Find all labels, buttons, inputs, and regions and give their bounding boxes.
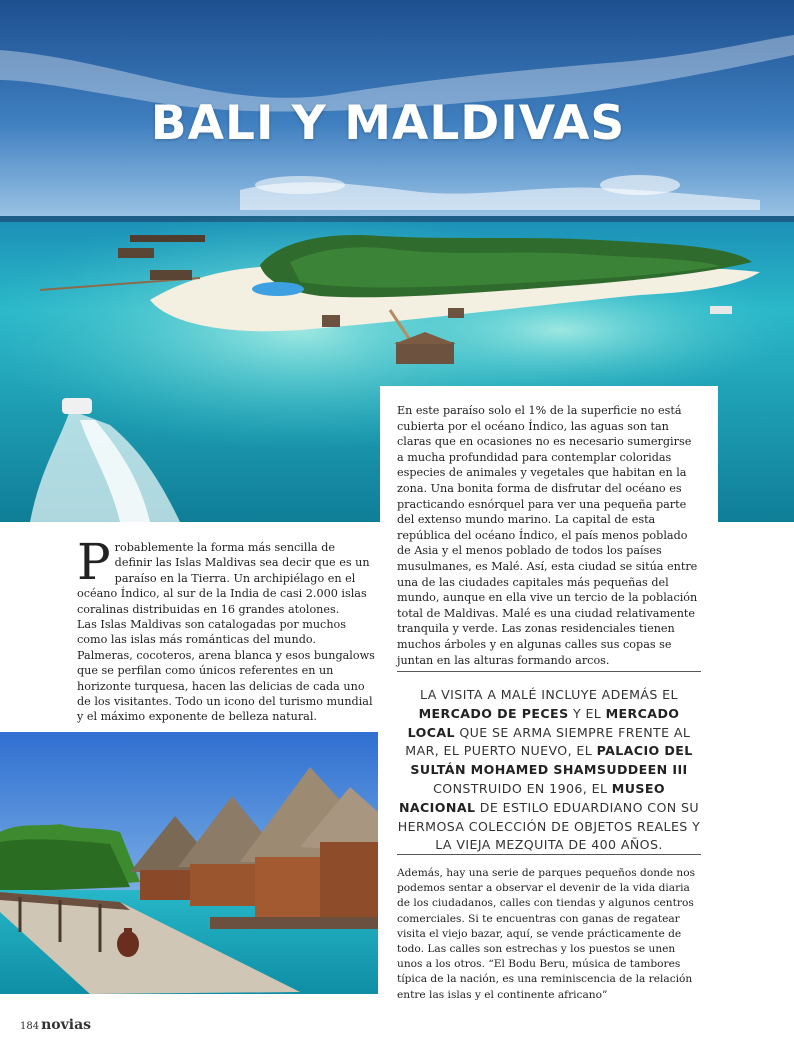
intro-paragraph: En este paraíso solo el 1% de la superficie no está cubierta por el océano Índico, las aguas son tan claras que en ocasiones no es necesario sumergirse a mucha profundidad para contemplar coloridas especies de animales y vegetales que habitan en la zona. Una bonita forma de disfrutar del océano es practicando esnórquel para ver una pequeña parte del extenso mundo marino. La capital de esta república del océano Índico, el país menos poblado de Asia y el menos poblado de todos los países musulmanes, es Malé. Así, esta ciudad se sitúa entre una de las ciudades capitales más pequeñas del mundo, aunque en ella vive un tercio de la población total de Maldivas. Malé es una ciudad relativamente tranquila y verde. Las zonas residenciales tienen muchos árboles y en algunas calles sus copas se juntan en las alturas formando arcos. <box>397 404 698 667</box>
quote-text-1: LA VISITA A MALÉ INCLUYE ADEMÁS EL <box>420 687 678 702</box>
left-column <box>77 533 375 725</box>
quote-text-3: QUE SE ARMA SIEMPRE FRENTE AL MAR, EL PUERTO NUEVO, EL <box>405 724 691 759</box>
quote-bold-1: MERCADO DE PECES <box>418 705 569 721</box>
quote-bold-4: MUSEO NACIONAL <box>398 780 665 815</box>
pull-quote <box>397 686 701 855</box>
quote-bottom-rule <box>397 854 701 855</box>
magazine-brand: novias <box>41 1017 92 1033</box>
quote-bold-3: PALACIO DEL SULTÁN MOHAMED SHAMSUDDEEN III <box>410 743 693 778</box>
page-number: 184 <box>20 1021 40 1032</box>
quote-text-2: Y EL <box>568 705 606 721</box>
bungalow-photo <box>0 732 378 994</box>
article-title: BALI Y MALDIVAS <box>150 96 626 151</box>
page-footer <box>20 1014 91 1033</box>
closing-paragraph: Además, hay una serie de parques pequeños donde nos podemos sentar a observar el devenir de la vida diaria de los ciudadanos, calles con tiendas y algunos centros comerciales. Si te encuentras con ganas de regatear visita el viejo bazar, aquí, se vende prácticamente de todo. Las calles son estrechas y los puestos se unen unos a los otros. “El Bodu Beru, música de tambores típica de la nación, es una reminiscencia de la relación entre las islas y el continente africano” <box>397 867 696 1001</box>
quote-text-4: CONSTRUIDO EN 1906, EL <box>433 780 612 796</box>
drop-cap: P <box>77 533 111 591</box>
quote-text-5: DE ESTILO EDUARDIANO CON SU HERMOSA COLECCIÓN DE OBJETOS REALES Y LA VIEJA MEZQUITA DE 400 AÑOS. <box>397 799 701 853</box>
quote-bold-2: MERCADO LOCAL <box>407 705 680 740</box>
quote-top-rule <box>397 671 701 672</box>
left-paragraph-2: Las Islas Maldivas son catalogadas por muchos como las islas más románticas del mundo. Palmeras, cocoteros, arena blanca y esos bungalows que se perfilan como únicos referentes en un horizonte turquesa, hacen las delicias de cada uno de los visitantes. Todo un icono del turismo mundial y el máximo exponente de belleza natural. <box>77 618 375 724</box>
left-paragraph-1-text: robablemente la forma más sencilla de definir las Islas Maldivas sea decir que es un paraíso en la Tierra. Un archipiélago en el océano Índico, al sur de la India de casi 2.000 islas coralinas distribuidas en 16 grandes atolones. <box>77 541 370 616</box>
left-paragraph-1 <box>77 533 375 617</box>
intro-text-box <box>380 386 718 666</box>
bungalow-photo-illustration <box>0 732 378 994</box>
